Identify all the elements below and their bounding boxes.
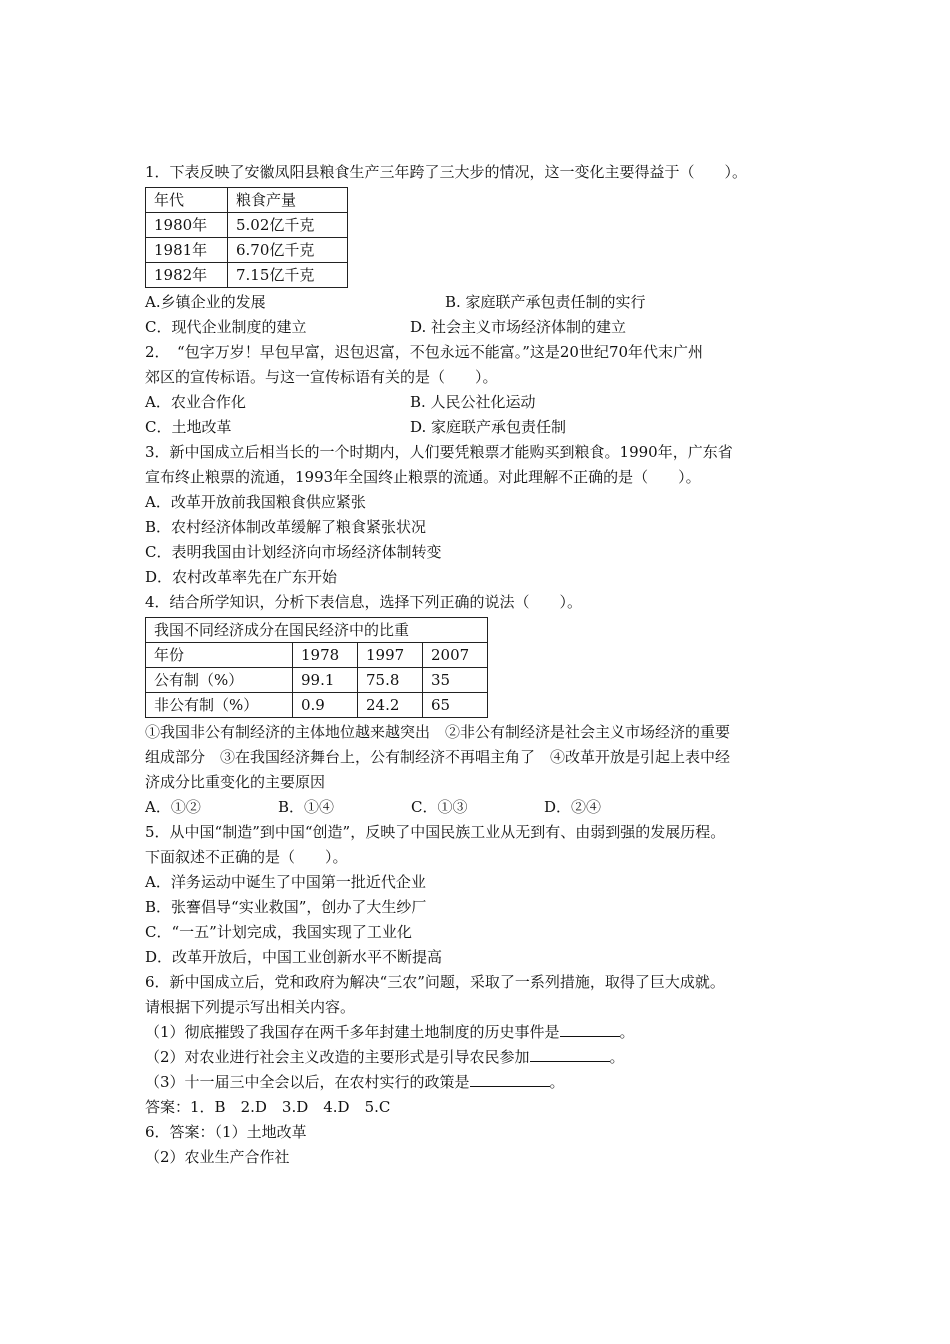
q2-option-a: A．农业合作化 [145,393,246,411]
q1-cell: 6.70亿千克 [228,238,348,263]
q6-item-3 [145,1070,825,1095]
q4-option-b: B．①④ [278,798,335,816]
q3-stem-1: 3．新中国成立后相当长的一个时期内，人们要凭粮票才能购买到粮食。1990年，广东省 [145,443,733,461]
q5-option-a: A．洋务运动中诞生了中国第一批近代企业 [145,873,426,891]
q4-option-a: A．①② [145,798,201,816]
q5-option-b: B．张謇倡导“实业救国”，创办了大生纱厂 [145,898,427,916]
q4-cell: 65 [423,693,488,718]
q2-stem-2: 郊区的宣传标语。与这一宣传标语有关的是（ ）。 [145,368,498,386]
q4-statement: 组成部分 ③在我国经济舞台上，公有制经济不再唱主角了 ④改革开放是引起上表中经 [145,748,731,766]
q4-header: 年份 [146,643,293,668]
q3-option-a: A．改革开放前我国粮食供应紧张 [145,493,366,511]
q4-option-c: C．①③ [411,798,468,816]
q1-cell: 1982年 [146,263,228,288]
answers-line-3: （2）农业生产合作社 [145,1148,290,1166]
q4-stem: 4．结合所学知识，分析下表信息，选择下列正确的说法（ ）。 [145,593,583,611]
q4-cell: 24.2 [358,693,423,718]
q3-option-d: D．农村改革率先在广东开始 [145,568,338,586]
q6-item-1 [145,1020,825,1045]
q4-statement: 济成分比重变化的主要原因 [145,773,326,791]
q5-stem-2: 下面叙述不正确的是（ ）。 [145,848,348,866]
q3-option-c: C．表明我国由计划经济向市场经济体制转变 [145,543,442,561]
q4-cell: 75.8 [358,668,423,693]
q1-cell: 1980年 [146,213,228,238]
q4-option-d: D．②④ [544,798,602,816]
q3-option-b: B．农村经济体制改革缓解了粮食紧张状况 [145,518,427,536]
q1-cell: 1981年 [146,238,228,263]
q2-stem-1: 2． “包字万岁！早包早富，迟包迟富，不包永远不能富。”这是20世纪70年代末广州 [145,343,704,361]
q4-table-caption: 我国不同经济成分在国民经济中的比重 [146,618,488,643]
q1-option-b: B. 家庭联产承包责任制的实行 [445,293,646,311]
q4-cell: 0.9 [293,693,358,718]
q1-table [145,187,348,288]
q6-stem-1: 6．新中国成立后，党和政府为解决“三农”问题，采取了一系列措施，取得了巨大成就。 [145,973,725,991]
q1-stem: 1．下表反映了安徽凤阳县粮食生产三年跨了三大步的情况，这一变化主要得益于（ ）。 [145,163,748,181]
q4-table [145,617,488,718]
q6-stem-2: 请根据下列提示写出相关内容。 [145,998,356,1016]
q6-item-2-text: （2）对农业进行社会主义改造的主要形式是引导农民参加 [145,1048,530,1066]
q2-option-c: C．土地改革 [145,418,232,436]
q1-option-d: D. 社会主义市场经济体制的建立 [410,318,627,336]
worksheet [145,160,825,1170]
answers-line-2: 6．答案：（1）土地改革 [145,1123,307,1141]
q5-option-c: C．“一五”计划完成，我国实现了工业化 [145,923,412,941]
answer-blank[interactable] [530,1045,610,1062]
q2-option-d: D. 家庭联产承包责任制 [410,418,567,436]
q6-item-3-text: （3）十一届三中全会以后，在农村实行的政策是 [145,1073,470,1091]
q3-stem-2: 宣布终止粮票的流通，1993年全国终止粮票的流通。对此理解不正确的是（ ）。 [145,468,701,486]
answer-blank[interactable] [560,1020,620,1037]
q6-item-end: 。 [619,1023,635,1041]
answer-blank[interactable] [470,1070,550,1087]
q6-item-end: 。 [609,1048,625,1066]
q6-item-end: 。 [549,1073,565,1091]
q4-cell: 公有制（%） [146,668,293,693]
q1-header-year: 年代 [146,188,228,213]
q4-header: 2007 [423,643,488,668]
q4-header: 1978 [293,643,358,668]
q1-cell: 5.02亿千克 [228,213,348,238]
q4-cell: 非公有制（%） [146,693,293,718]
q4-cell: 35 [423,668,488,693]
q1-cell: 7.15亿千克 [228,263,348,288]
q6-item-1-text: （1）彻底摧毁了我国存在两千多年封建土地制度的历史事件是 [145,1023,560,1041]
q4-statement: ①我国非公有制经济的主体地位越来越突出 ②非公有制经济是社会主义市场经济的重要 [145,723,731,741]
q2-option-b: B. 人民公社化运动 [410,393,536,411]
q4-cell: 99.1 [293,668,358,693]
answers-line-1: 答案：1．B 2.D 3.D 4.D 5.C [145,1098,391,1116]
q4-header: 1997 [358,643,423,668]
q5-stem-1: 5．从中国“制造”到中国“创造”，反映了中国民族工业从无到有、由弱到强的发展历程。 [145,823,726,841]
q6-item-2 [145,1045,825,1070]
q1-option-a: A.乡镇企业的发展 [145,293,266,311]
q5-option-d: D．改革开放后，中国工业创新水平不断提高 [145,948,443,966]
q1-option-c: C．现代企业制度的建立 [145,318,307,336]
q1-header-output: 粮食产量 [228,188,348,213]
